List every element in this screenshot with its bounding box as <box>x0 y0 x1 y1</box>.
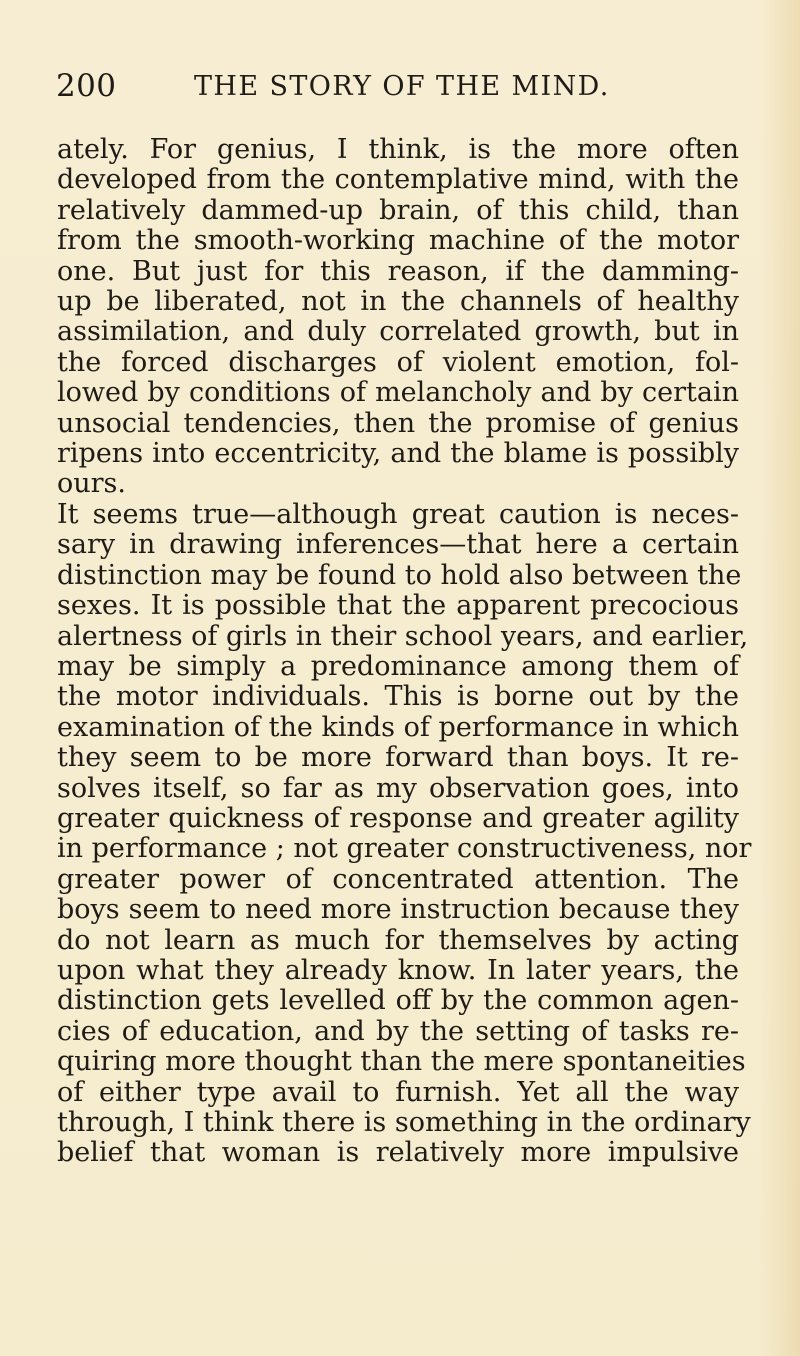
text-line: from the smooth-working machine of the motor <box>57 225 739 257</box>
running-head <box>56 68 746 108</box>
text-line: solves itself, so far as my observation goes, into <box>57 772 739 804</box>
text-line: may be simply a predominance among them of <box>57 650 739 682</box>
text-line: boys seem to need more instruction because they <box>57 894 739 926</box>
text-line: upon what they already know. In later years, the <box>57 954 739 986</box>
text-line: do not learn as much for themselves by acting <box>57 924 739 956</box>
header-title: THE STORY OF THE MIND. <box>194 71 610 102</box>
text-line: relatively dammed-up brain, of this child, than <box>57 194 739 226</box>
text-line: developed from the contemplative mind, with the <box>57 164 739 196</box>
text-line: cies of education, and by the setting of tasks re- <box>57 1015 739 1047</box>
text-line: quiring more thought than the mere spontaneities <box>57 1046 746 1078</box>
text-line: greater power of concentrated attention. The <box>57 863 739 895</box>
text-line: lowed by conditions of melancholy and by certain <box>57 377 739 409</box>
text-line: one. But just for this reason, if the damming- <box>57 255 739 287</box>
text-line: of either type avail to furnish. Yet all the way <box>57 1076 739 1108</box>
text-line: belief that woman is relatively more impulsive <box>57 1137 739 1169</box>
body-text <box>57 134 752 1169</box>
text-line: through, I think there is something in the ordinary <box>57 1107 751 1138</box>
text-line: ours. <box>57 468 126 500</box>
text-line: assimilation, and duly correlated growth, but in <box>57 316 739 348</box>
page-number: 200 <box>56 68 117 104</box>
text-line: the forced discharges of violent emotion, fol- <box>57 346 739 378</box>
text-line: sary in drawing inferences—that here a certain <box>57 529 739 561</box>
text-line: unsocial tendencies, then the promise of genius <box>57 407 739 439</box>
text-line: It seems true—although great caution is neces- <box>57 498 739 530</box>
text-line: up be liberated, not in the channels of healthy <box>57 286 739 318</box>
text-line: distinction may be found to hold also between the <box>57 559 742 591</box>
text-line: the motor individuals. This is borne out by the <box>57 681 739 713</box>
text-line: in performance ; not greater constructiveness, nor <box>57 833 752 865</box>
text-line: greater quickness of response and greater agility <box>57 802 739 834</box>
text-line: they seem to be more forward than boys. It re- <box>57 742 739 774</box>
text-line: ripens into eccentricity, and the blame is possibly <box>57 438 739 470</box>
text-line: examination of the kinds of performance in which <box>57 711 739 743</box>
text-line: sexes. It is possible that the apparent precocious <box>57 590 739 622</box>
text-line: ately. For genius, I think, is the more often <box>57 134 739 165</box>
text-line: alertness of girls in their school years, and earlier, <box>57 620 749 652</box>
text-line: distinction gets levelled off by the common agen- <box>57 985 739 1017</box>
